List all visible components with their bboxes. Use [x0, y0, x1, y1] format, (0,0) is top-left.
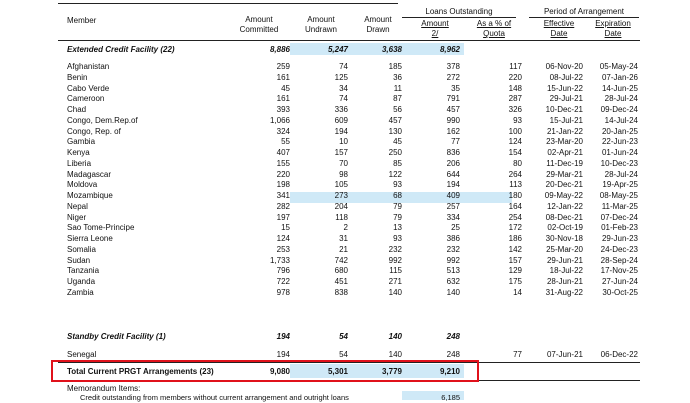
ecf-label: Extended Credit Facility (22) — [67, 45, 175, 54]
row-drawn: 79 — [393, 202, 402, 211]
row-undrawn: 680 — [334, 266, 348, 275]
row-undrawn: 157 — [334, 148, 348, 157]
scf-outstanding: 248 — [446, 332, 460, 341]
row-pct-quota: 287 — [508, 94, 522, 103]
row-expiration-date: 01-Jun-24 — [601, 148, 638, 157]
row-drawn: 13 — [393, 223, 402, 232]
header-effective-1: Effective — [543, 19, 575, 28]
header-expiration-2: Date — [604, 29, 622, 38]
row-outstanding: 378 — [446, 62, 460, 71]
row-member: Cameroon — [67, 94, 105, 103]
row-effective-date: 23-Mar-20 — [546, 137, 583, 146]
row-outstanding: 140 — [446, 288, 460, 297]
row-expiration-date: 30-Oct-25 — [602, 288, 638, 297]
row-outstanding: 457 — [446, 105, 460, 114]
header-drawn-1: Amount — [364, 15, 392, 24]
senegal-expiration: 06-Dec-22 — [600, 350, 638, 359]
row-outstanding: 992 — [446, 256, 460, 265]
row-member: Congo, Dem.Rep.of — [67, 116, 138, 125]
row-effective-date: 02-Apr-21 — [547, 148, 583, 157]
row-outstanding: 791 — [446, 94, 460, 103]
scf-drawn: 140 — [388, 332, 402, 341]
row-committed: 978 — [276, 288, 290, 297]
ecf-drawn: 3,638 — [381, 45, 402, 54]
row-pct-quota: 326 — [508, 105, 522, 114]
row-pct-quota: 124 — [508, 137, 522, 146]
header-loans-amount-1: Amount — [421, 19, 449, 28]
period-rule — [529, 17, 639, 18]
header-expiration-1: Expiration — [595, 19, 631, 28]
row-undrawn: 31 — [339, 234, 348, 243]
row-member: Mozambique — [67, 191, 113, 200]
row-committed: 124 — [276, 234, 290, 243]
row-outstanding: 836 — [446, 148, 460, 157]
row-committed: 220 — [276, 170, 290, 179]
row-outstanding: 272 — [446, 73, 460, 82]
row-member: Moldova — [67, 180, 98, 189]
row-pct-quota: 117 — [509, 62, 522, 71]
row-member: Madagascar — [67, 170, 112, 179]
row-expiration-date: 17-Nov-25 — [600, 266, 638, 275]
row-committed: 45 — [281, 84, 290, 93]
header-bottom-rule — [58, 40, 640, 41]
row-effective-date: 25-Mar-20 — [546, 245, 583, 254]
row-drawn: 115 — [389, 266, 402, 275]
row-expiration-date: 09-Dec-24 — [600, 105, 638, 114]
row-expiration-date: 08-May-25 — [599, 191, 638, 200]
row-member: Congo, Rep. of — [67, 127, 121, 136]
row-outstanding: 513 — [446, 266, 460, 275]
header-undrawn-1: Amount — [307, 15, 335, 24]
row-drawn: 185 — [388, 62, 402, 71]
row-committed: 197 — [276, 213, 290, 222]
header-effective-2: Date — [550, 29, 568, 38]
row-drawn: 93 — [393, 180, 402, 189]
row-expiration-date: 07-Dec-24 — [600, 213, 638, 222]
row-member: Liberia — [67, 159, 92, 168]
row-pct-quota: 129 — [508, 266, 522, 275]
row-effective-date: 15-Jul-21 — [549, 116, 583, 125]
total-outstanding: 9,210 — [439, 367, 460, 376]
row-committed: 161 — [276, 94, 290, 103]
header-loans-pct-2: Quota — [483, 29, 505, 38]
row-undrawn: 2 — [343, 223, 348, 232]
row-member: Niger — [67, 213, 87, 222]
header-loans-outstanding: Loans Outstanding — [425, 7, 493, 16]
row-member: Uganda — [67, 277, 96, 286]
row-outstanding: 257 — [446, 202, 460, 211]
row-effective-date: 30-Nov-18 — [545, 234, 583, 243]
row-pct-quota: 154 — [508, 148, 522, 157]
row-member: Benin — [67, 73, 88, 82]
row-committed: 282 — [276, 202, 290, 211]
senegal-name: Senegal — [67, 350, 97, 359]
row-pct-quota: 142 — [508, 245, 522, 254]
header-committed-2: Committed — [239, 25, 279, 34]
scf-label: Standby Credit Facility (1) — [67, 332, 166, 341]
row-pct-quota: 100 — [508, 127, 522, 136]
row-undrawn: 742 — [334, 256, 348, 265]
row-undrawn: 609 — [334, 116, 348, 125]
row-effective-date: 18-Jul-22 — [549, 266, 583, 275]
ecf-outstanding: 8,962 — [439, 45, 460, 54]
row-committed: 407 — [276, 148, 290, 157]
row-pct-quota: 186 — [508, 234, 522, 243]
row-drawn: 79 — [393, 213, 402, 222]
row-drawn: 87 — [393, 94, 402, 103]
row-committed: 259 — [276, 62, 290, 71]
row-pct-quota: 80 — [513, 159, 522, 168]
row-member: Sierra Leone — [67, 234, 113, 243]
row-expiration-date: 11-Mar-25 — [601, 202, 638, 211]
row-committed: 324 — [276, 127, 290, 136]
senegal-pct: 77 — [513, 350, 522, 359]
row-undrawn: 336 — [334, 105, 348, 114]
row-undrawn: 98 — [339, 170, 348, 179]
row-expiration-date: 05-May-24 — [599, 62, 638, 71]
senegal-outstanding: 248 — [446, 350, 460, 359]
row-effective-date: 15-Jun-22 — [546, 84, 583, 93]
header-loans-pct-1: As a % of — [476, 19, 512, 28]
row-effective-date: 20-Dec-21 — [545, 180, 583, 189]
row-member: Afghanistan — [67, 62, 110, 71]
row-member: Somalia — [67, 245, 96, 254]
row-effective-date: 29-Jul-21 — [549, 94, 583, 103]
memo-value: 6,185 — [441, 393, 460, 402]
row-outstanding: 206 — [446, 159, 460, 168]
row-drawn: 457 — [388, 116, 402, 125]
row-expiration-date: 29-Jun-23 — [601, 234, 638, 243]
row-member: Cabo Verde — [67, 84, 110, 93]
row-effective-date: 31-Aug-22 — [545, 288, 583, 297]
row-drawn: 271 — [388, 277, 402, 286]
row-undrawn: 10 — [339, 137, 348, 146]
row-member: Sudan — [67, 256, 91, 265]
row-expiration-date: 24-Dec-23 — [600, 245, 638, 254]
row-expiration-date: 28-Jul-24 — [604, 170, 638, 179]
row-effective-date: 29-Jun-21 — [546, 256, 583, 265]
row-drawn: 992 — [388, 256, 402, 265]
row-pct-quota: 93 — [513, 116, 522, 125]
row-committed: 341 — [276, 191, 290, 200]
row-drawn: 11 — [393, 84, 402, 93]
row-effective-date: 21-Jan-22 — [546, 127, 583, 136]
row-member: Zambia — [67, 288, 94, 297]
row-drawn: 122 — [388, 170, 402, 179]
header-loans-amount-2: 2/ — [431, 29, 439, 38]
senegal-undrawn: 54 — [339, 350, 348, 359]
scf-undrawn: 54 — [339, 332, 348, 341]
row-outstanding: 632 — [446, 277, 460, 286]
row-expiration-date: 20-Jan-25 — [601, 127, 638, 136]
scf-committed: 194 — [276, 332, 290, 341]
row-effective-date: 06-Nov-20 — [545, 62, 583, 71]
row-expiration-date: 27-Jun-24 — [601, 277, 638, 286]
row-expiration-date: 14-Jun-25 — [601, 84, 638, 93]
total-label: Total Current PRGT Arrangements (23) — [67, 367, 214, 376]
total-undrawn: 5,301 — [327, 367, 348, 376]
header-period: Period of Arrangement — [543, 7, 625, 16]
row-outstanding: 232 — [446, 245, 460, 254]
header-undrawn-2: Undrawn — [304, 25, 337, 34]
senegal-drawn: 140 — [388, 350, 402, 359]
row-expiration-date: 10-Dec-23 — [600, 159, 638, 168]
row-committed: 161 — [276, 73, 290, 82]
top-rule-left — [58, 3, 398, 4]
row-member: Nepal — [67, 202, 88, 211]
row-undrawn: 105 — [334, 180, 348, 189]
row-undrawn: 70 — [339, 159, 348, 168]
ecf-committed: 8,886 — [269, 45, 290, 54]
row-outstanding: 194 — [446, 180, 460, 189]
senegal-effective: 07-Jun-21 — [546, 350, 583, 359]
row-pct-quota: 164 — [508, 202, 522, 211]
row-effective-date: 28-Jun-21 — [546, 277, 583, 286]
row-committed: 55 — [281, 137, 290, 146]
row-committed: 253 — [276, 245, 290, 254]
row-effective-date: 02-Oct-19 — [547, 223, 583, 232]
row-pct-quota: 157 — [508, 256, 522, 265]
row-effective-date: 11-Dec-19 — [546, 159, 583, 168]
memo-sub: Credit outstanding from members without current arrangement and outright loans — [80, 393, 349, 402]
row-member: Chad — [67, 105, 87, 114]
row-expiration-date: 07-Jan-26 — [601, 73, 638, 82]
row-outstanding: 162 — [446, 127, 460, 136]
memo-label: Memorandum Items: — [67, 384, 141, 393]
row-committed: 722 — [276, 277, 290, 286]
row-drawn: 250 — [388, 148, 402, 157]
header-committed-1: Amount — [245, 15, 273, 24]
row-expiration-date: 28-Jul-24 — [604, 94, 638, 103]
row-committed: 155 — [276, 159, 290, 168]
total-drawn: 3,779 — [381, 367, 402, 376]
row-pct-quota: 264 — [508, 170, 522, 179]
row-outstanding: 334 — [446, 213, 460, 222]
row-drawn: 68 — [393, 191, 402, 200]
row-effective-date: 10-Dec-21 — [545, 105, 583, 114]
row-undrawn: 194 — [334, 127, 348, 136]
row-member: Kenya — [67, 148, 90, 157]
row-outstanding: 644 — [446, 170, 460, 179]
row-undrawn: 74 — [339, 94, 348, 103]
senegal-committed: 194 — [276, 350, 290, 359]
row-undrawn: 838 — [334, 288, 348, 297]
row-committed: 1,733 — [269, 256, 290, 265]
row-expiration-date: 14-Jul-24 — [604, 116, 638, 125]
row-committed: 15 — [281, 223, 290, 232]
row-effective-date: 09-May-22 — [544, 191, 583, 200]
highlight-annotation-box — [51, 360, 479, 382]
row-undrawn: 273 — [334, 191, 348, 200]
row-undrawn: 204 — [334, 202, 348, 211]
row-effective-date: 12-Jan-22 — [546, 202, 583, 211]
row-outstanding: 386 — [446, 234, 460, 243]
row-pct-quota: 113 — [509, 180, 522, 189]
row-pct-quota: 254 — [508, 213, 522, 222]
row-committed: 796 — [276, 266, 290, 275]
row-committed: 1,066 — [269, 116, 290, 125]
total-committed: 9,080 — [269, 367, 290, 376]
row-outstanding: 409 — [446, 191, 460, 200]
row-drawn: 56 — [393, 105, 402, 114]
row-expiration-date: 01-Feb-23 — [601, 223, 638, 232]
row-drawn: 140 — [388, 288, 402, 297]
header-member: Member — [67, 16, 97, 25]
row-undrawn: 21 — [339, 245, 348, 254]
row-pct-quota: 180 — [508, 191, 522, 200]
row-undrawn: 74 — [339, 62, 348, 71]
row-drawn: 45 — [393, 137, 402, 146]
row-drawn: 36 — [393, 73, 402, 82]
row-effective-date: 08-Dec-21 — [545, 213, 583, 222]
row-effective-date: 29-Mar-21 — [546, 170, 583, 179]
row-pct-quota: 175 — [508, 277, 522, 286]
ecf-undrawn: 5,247 — [327, 45, 348, 54]
row-pct-quota: 172 — [508, 223, 522, 232]
row-pct-quota: 148 — [508, 84, 522, 93]
row-undrawn: 34 — [339, 84, 348, 93]
row-drawn: 232 — [388, 245, 402, 254]
row-outstanding: 35 — [451, 84, 460, 93]
row-undrawn: 451 — [334, 277, 348, 286]
row-committed: 198 — [276, 180, 290, 189]
row-undrawn: 125 — [334, 73, 348, 82]
header-drawn-2: Drawn — [366, 25, 390, 34]
row-member: Sao Tome-Principe — [67, 223, 135, 232]
row-outstanding: 77 — [451, 137, 460, 146]
row-effective-date: 08-Jul-22 — [549, 73, 583, 82]
row-committed: 393 — [276, 105, 290, 114]
row-pct-quota: 14 — [513, 288, 522, 297]
row-drawn: 85 — [393, 159, 402, 168]
row-expiration-date: 22-Jun-23 — [601, 137, 638, 146]
row-drawn: 130 — [388, 127, 402, 136]
row-outstanding: 990 — [446, 116, 460, 125]
row-drawn: 93 — [393, 234, 402, 243]
row-expiration-date: 28-Sep-24 — [600, 256, 638, 265]
row-pct-quota: 220 — [508, 73, 522, 82]
row-expiration-date: 19-Apr-25 — [602, 180, 638, 189]
row-member: Gambia — [67, 137, 96, 146]
row-outstanding: 25 — [451, 223, 460, 232]
row-undrawn: 118 — [335, 213, 348, 222]
row-member: Tanzania — [67, 266, 100, 275]
loans-outstanding-rule — [402, 17, 516, 18]
